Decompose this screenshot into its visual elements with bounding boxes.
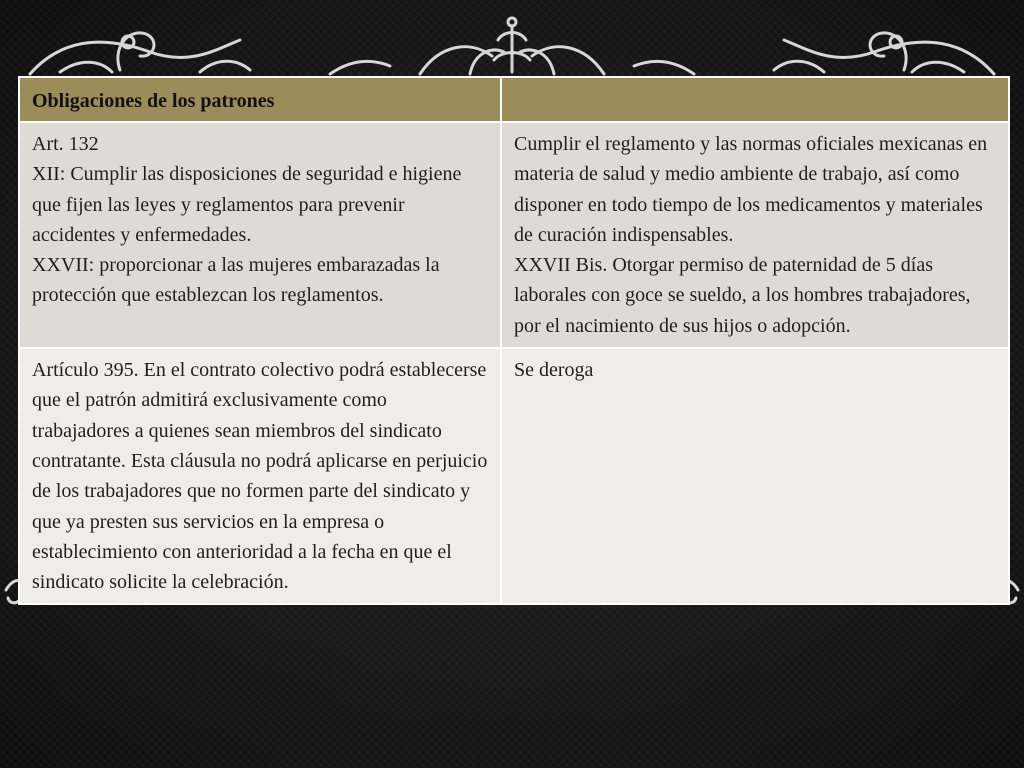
table-row xyxy=(19,348,1009,604)
table-header-row xyxy=(19,77,1009,122)
cell-art-132 xyxy=(19,122,501,348)
cell-text-line: contratante. Esta cláusula no podrá aplicarse en perjuicio de los trabajadores que no formen parte del sindicato y que ya presten sus servicios en la empresa o establecimiento con anterioridad a la fecha en que el sindicato solicite la celebración. xyxy=(32,449,488,594)
cell-art-395 xyxy=(19,348,501,604)
cell-text-line: Se deroga xyxy=(514,359,594,382)
obligations-table xyxy=(18,76,1010,605)
cell-text-line: Artículo 395. En el contrato colectivo podrá establecerse que el patrón admitirá exclusivamente como trabajadores a quienes sean miembros del sindicato xyxy=(32,359,487,442)
header-cell-obligations: Obligaciones de los patrones xyxy=(19,77,501,122)
cell-text-line: XXVII Bis. Otorgar permiso de paternidad de 5 días laborales con goce se sueldo, a los hombres trabajadores, por el nacimiento de sus hijos o adopción. xyxy=(514,254,971,337)
cell-text-line: Cumplir el reglamento y las normas oficiales mexicanas en materia de salud y medio ambiente de trabajo, así como disponer en todo tiempo de los medicamentos y materiales de curación indispensables. xyxy=(514,133,988,246)
header-cell-empty xyxy=(501,77,1009,122)
cell-reform-art-395 xyxy=(501,348,1009,604)
cell-text-line: Art. 132 xyxy=(32,133,99,155)
table-row xyxy=(19,122,1009,348)
cell-text-line: XII: Cumplir las disposiciones de seguridad e higiene que fijen las leyes y reglamentos para prevenir accidentes y enfermedades. xyxy=(32,163,462,246)
cell-text-line: XXVII: proporcionar a las mujeres embarazadas la protección que establezcan los reglamentos. xyxy=(32,254,440,307)
cell-reform-art-132 xyxy=(501,122,1009,348)
